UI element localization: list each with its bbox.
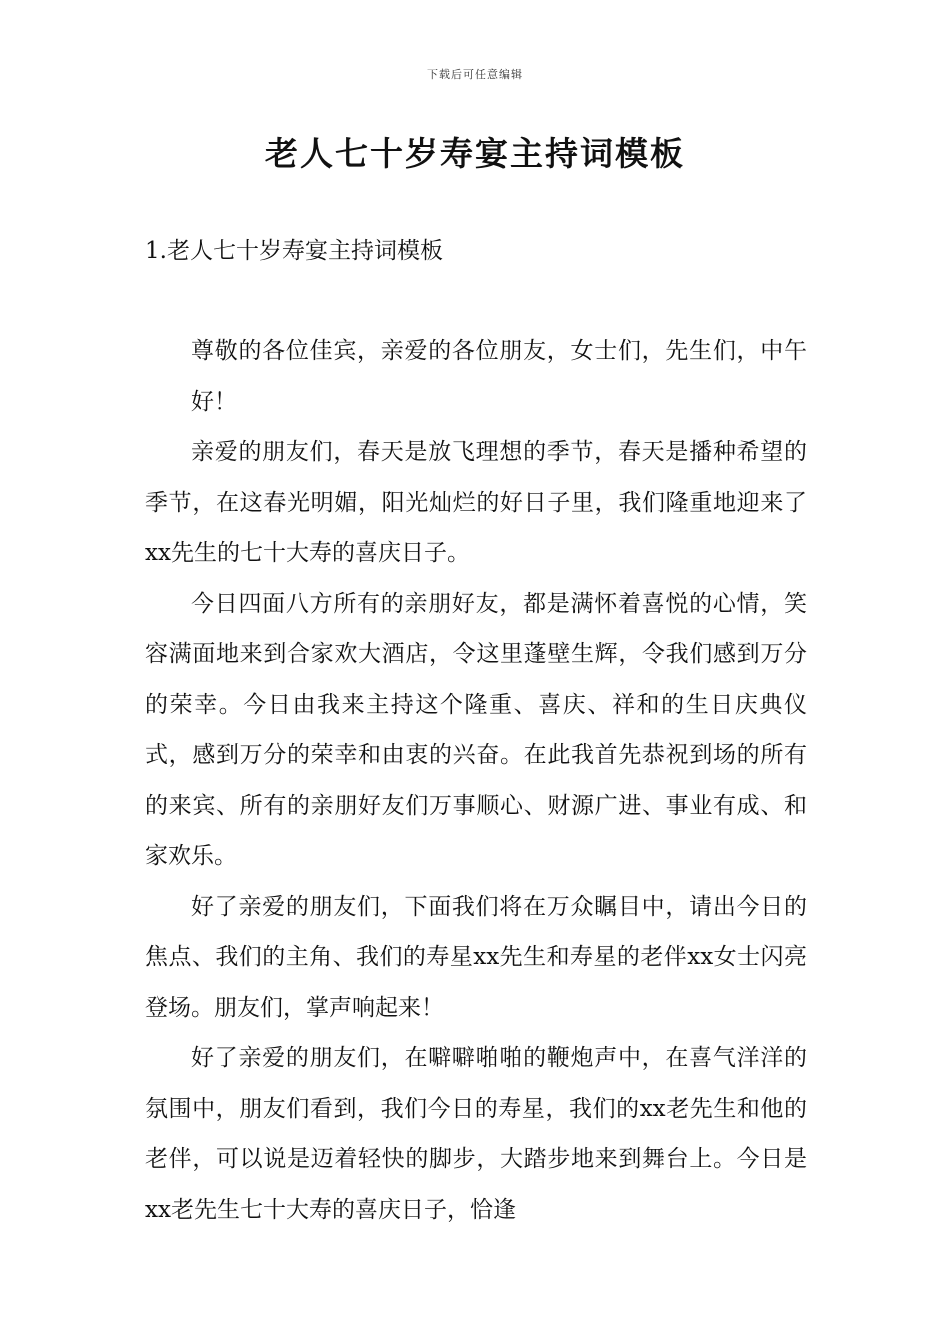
section-heading: 1.老人七十岁寿宴主持词模板: [145, 238, 443, 264]
paragraph: 今日四面八方所有的亲朋好友，都是满怀着喜悦的心情，笑容满面地来到合家欢大酒店，令这里蓬壁生辉，令我们感到万分的荣幸。今日由我来主持这个隆重、喜庆、祥和的生日庆典仪式，感到万分的荣幸和由衷的兴奋。在此我首先恭祝到场的所有的来宾、所有的亲朋好友们万事顺心、财源广进、事业有成、和家欢乐。: [145, 590, 807, 869]
paragraph: 好了亲爱的朋友们，在噼噼啪啪的鞭炮声中，在喜气洋洋的氛围中，朋友们看到，我们今日的寿星，我们的xx老先生和他的老伴，可以说是迈着轻快的脚步，大踏步地来到舞台上。今日是xx老先生七十大寿的喜庆日子，恰逢: [145, 1045, 807, 1223]
document-title: 老人七十岁寿宴主持词模板: [265, 134, 685, 173]
paragraph: 好了亲爱的朋友们，下面我们将在万众瞩目中，请出今日的焦点、我们的主角、我们的寿星xx先生和寿星的老伴xx女士闪亮登场。朋友们，掌声响起来！: [145, 893, 807, 1021]
paragraph: 亲爱的朋友们，春天是放飞理想的季节，春天是播种希望的季节，在这春光明媚，阳光灿烂的好日子里，我们隆重地迎来了xx先生的七十大寿的喜庆日子。: [145, 439, 807, 566]
body-text: [145, 326, 807, 1235]
header-note: 下载后可任意编辑: [427, 68, 523, 81]
paragraph: 尊敬的各位佳宾，亲爱的各位朋友，女士们，先生们，中午好！: [191, 338, 807, 415]
